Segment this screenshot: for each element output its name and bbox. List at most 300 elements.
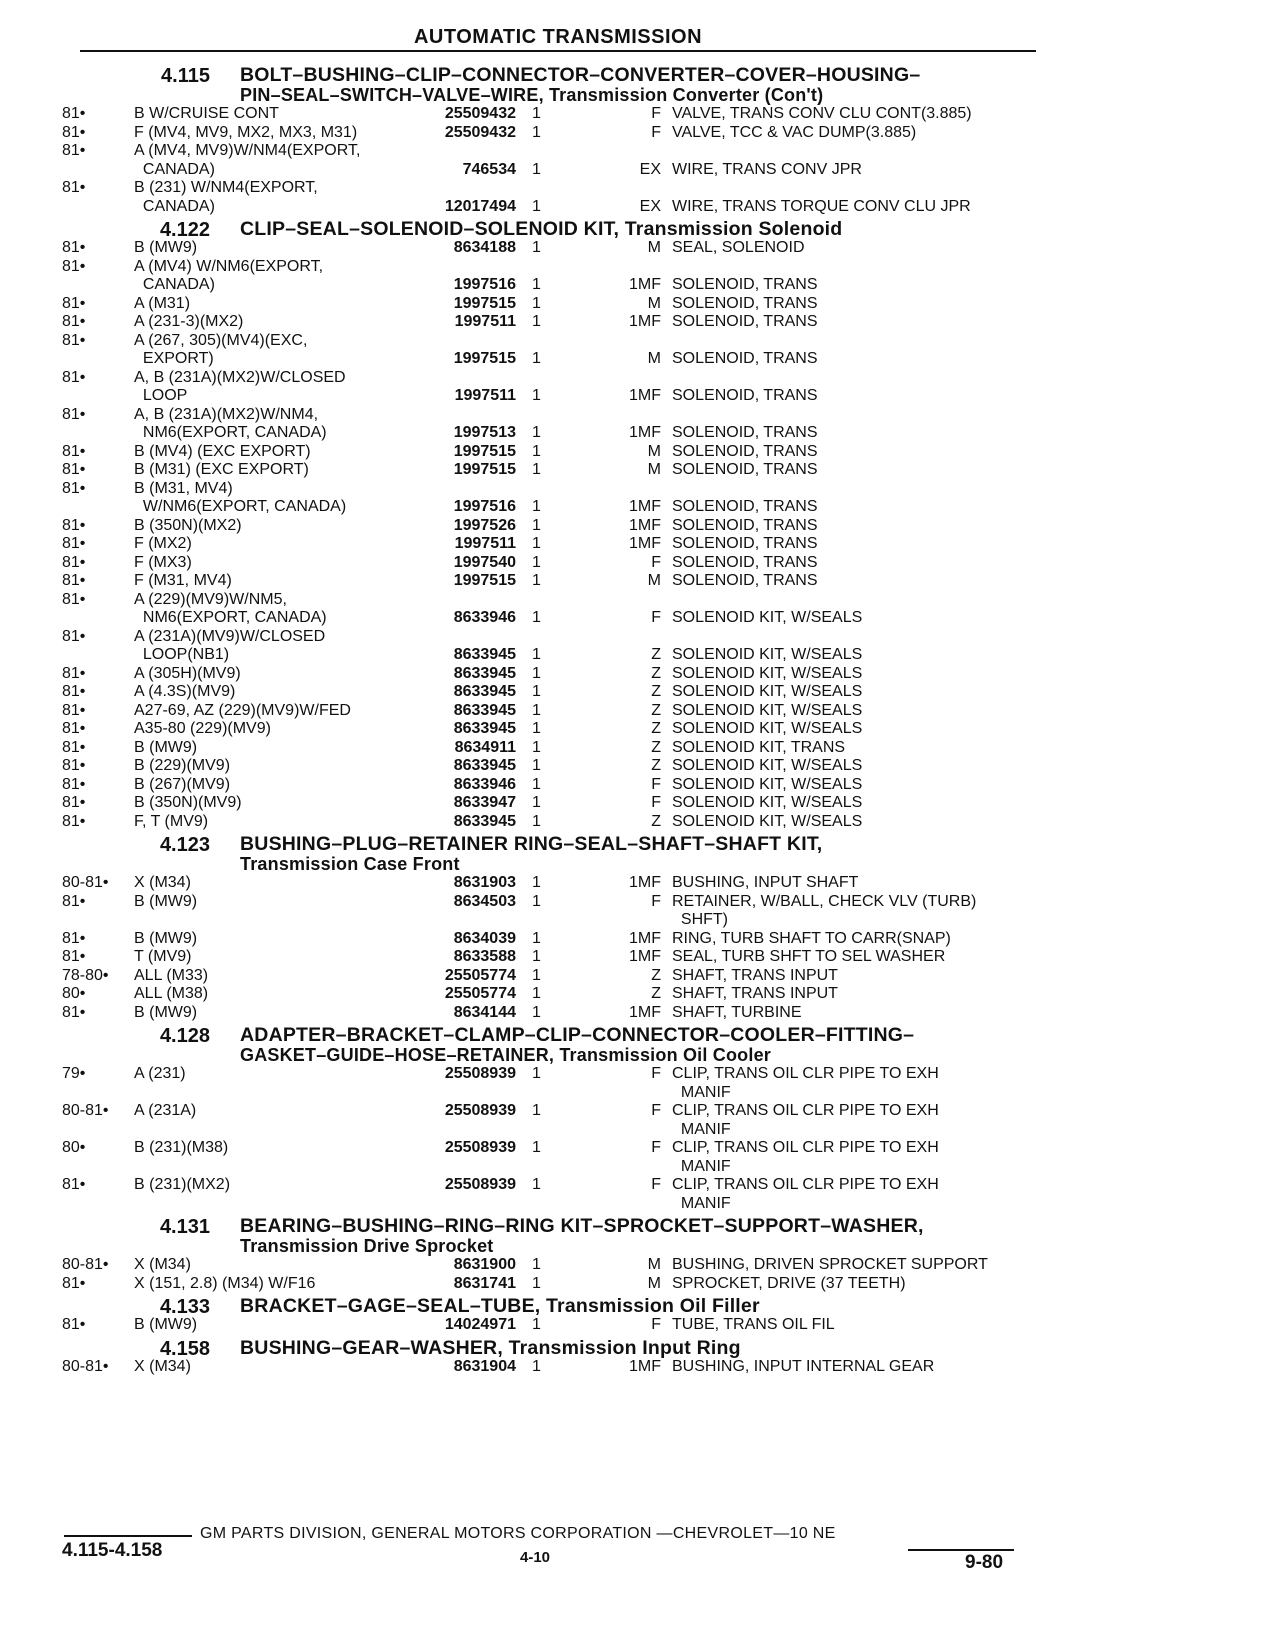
quantity: 1 xyxy=(532,1102,541,1119)
part-row xyxy=(0,1102,1280,1139)
application xyxy=(134,1065,414,1084)
source-code: F xyxy=(651,1065,661,1082)
section-heading xyxy=(0,1025,1280,1065)
quantity: 1 xyxy=(532,387,541,404)
description-line: RING, TURB SHAFT TO CARR(SNAP) xyxy=(672,929,951,947)
description-line: VALVE, TCC & VAC DUMP(3.885) xyxy=(672,123,917,141)
quantity: 1 xyxy=(532,609,541,626)
part-row xyxy=(0,591,1280,628)
part-number: 1997515 xyxy=(453,442,516,460)
part-description xyxy=(672,276,1032,295)
part-description xyxy=(672,161,1032,180)
quantity: 1 xyxy=(532,276,541,293)
source-code: 1MF xyxy=(629,948,661,965)
part-number: 8633945 xyxy=(453,812,516,830)
footer-publisher: GM PARTS DIVISION, GENERAL MOTORS CORPORATION —CHEVROLET—10 NE xyxy=(200,1525,836,1542)
application-line: A27-69, AZ (229)(MV9)W/FED xyxy=(134,701,351,719)
source-code: M xyxy=(647,442,661,460)
source-code: F xyxy=(651,553,661,571)
source-code: F xyxy=(651,1139,661,1156)
part-description xyxy=(672,874,1032,893)
part-number: 1997516 xyxy=(453,498,516,515)
model-year: 81• xyxy=(62,1176,86,1193)
description-line: MANIF xyxy=(672,1194,731,1212)
quantity: 1 xyxy=(532,461,541,478)
model-year: 81• xyxy=(62,179,86,196)
part-description xyxy=(672,1358,1032,1377)
quantity: 1 xyxy=(532,350,541,367)
source-code: F xyxy=(651,123,661,141)
application xyxy=(134,572,414,591)
application xyxy=(134,535,414,554)
part-row xyxy=(0,406,1280,443)
part-row xyxy=(0,443,1280,462)
section-number: 4.133 xyxy=(159,1296,210,1318)
section-heading xyxy=(0,834,1280,874)
application-line: LOOP xyxy=(134,387,188,404)
application xyxy=(134,406,414,443)
part-description xyxy=(672,665,1032,684)
model-year: 81• xyxy=(62,738,86,756)
model-year: 81• xyxy=(62,757,86,774)
quantity: 1 xyxy=(532,812,541,830)
application-line: F (M31, MV4) xyxy=(134,572,232,589)
application-line: B (MW9) xyxy=(134,892,198,910)
part-number: 8633946 xyxy=(453,609,516,626)
model-year: 81• xyxy=(62,701,86,719)
part-row xyxy=(0,874,1280,893)
part-description xyxy=(672,443,1032,462)
application xyxy=(134,124,414,143)
section-title-line: BRACKET–GAGE–SEAL–TUBE, Transmission Oil Filler xyxy=(240,1295,760,1317)
model-year: 81• xyxy=(62,368,86,386)
application xyxy=(134,720,414,739)
parts-catalog xyxy=(0,62,1280,1376)
source-code: 1MF xyxy=(629,516,661,534)
quantity: 1 xyxy=(532,775,541,793)
part-description xyxy=(672,554,1032,573)
description-line: CLIP, TRANS OIL CLR PIPE TO EXH xyxy=(672,1102,939,1119)
source-code: Z xyxy=(651,664,661,682)
source-code: Z xyxy=(651,683,661,700)
application-line: F (MV4, MV9, MX2, MX3, M31) xyxy=(134,123,358,141)
part-description xyxy=(672,739,1032,758)
source-code: 1MF xyxy=(629,535,661,552)
part-number: 8634144 xyxy=(453,1003,516,1021)
part-description xyxy=(672,720,1032,739)
application-line: NM6(EXPORT, CANADA) xyxy=(134,424,327,441)
model-year: 81• xyxy=(62,892,86,910)
source-code: Z xyxy=(651,701,661,719)
model-year: 81• xyxy=(62,105,86,122)
quantity: 1 xyxy=(532,683,541,700)
application xyxy=(134,313,414,332)
part-number: 8633947 xyxy=(453,794,516,811)
model-year: 80-81• xyxy=(62,1357,109,1375)
application-line: B (350N)(MV9) xyxy=(134,794,242,811)
part-number: 8634188 xyxy=(453,239,516,256)
source-code: Z xyxy=(651,738,661,756)
section-number: 4.123 xyxy=(159,834,210,856)
application-line: A (231) xyxy=(134,1065,186,1082)
application-line: B (231) W/NM4(EXPORT, xyxy=(134,179,318,196)
source-code: F xyxy=(651,609,661,626)
section-title-line: ADAPTER–BRACKET–CLAMP–CLIP–CONNECTOR–COOLER–FITTING– xyxy=(240,1024,915,1046)
model-year: 81• xyxy=(62,257,86,275)
source-code: F xyxy=(651,105,661,122)
part-number: 25509432 xyxy=(444,123,516,141)
part-number: 1997515 xyxy=(453,350,516,367)
quantity: 1 xyxy=(532,498,541,515)
source-code: Z xyxy=(651,646,661,663)
part-row xyxy=(0,1256,1280,1275)
section-title xyxy=(240,834,1040,874)
quantity: 1 xyxy=(532,1357,541,1375)
part-row xyxy=(0,572,1280,591)
part-number: 8633945 xyxy=(453,646,516,663)
application xyxy=(134,1358,414,1377)
application xyxy=(134,683,414,702)
source-code: 1MF xyxy=(629,387,661,404)
section-title-line: BOLT–BUSHING–CLIP–CONNECTOR–CONVERTER–COVER–HOUSING– xyxy=(240,64,921,86)
section-heading xyxy=(0,219,1280,239)
part-row xyxy=(0,893,1280,930)
part-row xyxy=(0,1065,1280,1102)
section-title xyxy=(240,1025,1040,1065)
application xyxy=(134,461,414,480)
description-line: WIRE, TRANS CONV JPR xyxy=(672,160,862,178)
part-description xyxy=(672,1256,1032,1275)
application xyxy=(134,948,414,967)
section-title-line: Transmission Drive Sprocket xyxy=(240,1236,494,1256)
application xyxy=(134,1275,414,1294)
application xyxy=(134,554,414,573)
section-number: 4.131 xyxy=(159,1216,210,1238)
section-heading xyxy=(0,65,1280,105)
part-description xyxy=(672,105,1032,124)
part-number: 25505774 xyxy=(444,966,516,984)
description-line: BUSHING, DRIVEN SPROCKET SUPPORT xyxy=(672,1256,988,1273)
source-code: M xyxy=(647,461,661,478)
part-description xyxy=(672,572,1032,591)
application-line: B (267)(MV9) xyxy=(134,775,231,793)
application-line: A (231A) xyxy=(134,1102,197,1119)
model-year: 81• xyxy=(62,683,86,700)
part-row xyxy=(0,369,1280,406)
application-line: CANADA) xyxy=(134,276,215,293)
description-line: WIRE, TRANS TORQUE CONV CLU JPR xyxy=(672,197,971,215)
model-year: 81• xyxy=(62,442,86,460)
part-row xyxy=(0,739,1280,758)
application-line: A (MV4) W/NM6(EXPORT, xyxy=(134,257,324,275)
application xyxy=(134,1176,414,1195)
description-line: SOLENOID, TRANS xyxy=(672,442,818,460)
part-description xyxy=(672,295,1032,314)
source-code: Z xyxy=(651,966,661,984)
part-description xyxy=(672,517,1032,536)
part-number: 8631900 xyxy=(453,1256,516,1273)
quantity: 1 xyxy=(532,239,541,256)
description-line: MANIF xyxy=(672,1157,731,1175)
description-line: SOLENOID, TRANS xyxy=(672,516,818,534)
part-row xyxy=(0,313,1280,332)
part-row xyxy=(0,1275,1280,1294)
quantity: 1 xyxy=(532,160,541,178)
model-year: 81• xyxy=(62,1274,86,1292)
application-line: B (MV4) (EXC EXPORT) xyxy=(134,442,311,460)
part-description xyxy=(672,930,1032,949)
application-line: ALL (M38) xyxy=(134,985,209,1002)
application-line: B (MW9) xyxy=(134,738,198,756)
application xyxy=(134,258,414,295)
description-line: SHAFT, TURBINE xyxy=(672,1003,802,1021)
part-row xyxy=(0,535,1280,554)
quantity: 1 xyxy=(532,738,541,756)
application xyxy=(134,591,414,628)
description-line: SOLENOID, TRANS xyxy=(672,424,818,441)
model-year: 81• xyxy=(62,516,86,534)
part-number: 8631741 xyxy=(453,1274,516,1292)
footer-rule-left xyxy=(64,1535,192,1537)
application-line: CANADA) xyxy=(134,160,215,178)
description-line: SOLENOID KIT, W/SEALS xyxy=(672,701,863,719)
part-row xyxy=(0,461,1280,480)
quantity: 1 xyxy=(532,1316,541,1333)
application xyxy=(134,628,414,665)
quantity: 1 xyxy=(532,424,541,441)
part-row xyxy=(0,948,1280,967)
part-description xyxy=(672,461,1032,480)
description-line: SHAFT, TRANS INPUT xyxy=(672,985,838,1002)
application-line: B W/CRUISE CONT xyxy=(134,105,279,122)
application-line: A35-80 (229)(MV9) xyxy=(134,720,271,737)
part-description xyxy=(672,683,1032,702)
description-line: SOLENOID, TRANS xyxy=(672,276,818,293)
source-code: EX xyxy=(639,160,661,178)
part-number: 1997515 xyxy=(453,294,516,312)
description-line: SOLENOID, TRANS xyxy=(672,313,818,330)
application-line: A, B (231A)(MX2)W/CLOSED xyxy=(134,368,346,386)
application xyxy=(134,1139,414,1158)
quantity: 1 xyxy=(532,1274,541,1292)
part-row xyxy=(0,813,1280,832)
part-number: 8634911 xyxy=(454,738,516,756)
part-description xyxy=(672,350,1032,369)
source-code: Z xyxy=(651,812,661,830)
source-code: 1MF xyxy=(629,1003,661,1021)
section-title-line: PIN–SEAL–SWITCH–VALVE–WIRE, Transmission Converter (Con't) xyxy=(240,85,824,105)
part-description xyxy=(672,1065,1032,1102)
source-code: F xyxy=(651,1176,661,1193)
part-description xyxy=(672,985,1032,1004)
part-row xyxy=(0,239,1280,258)
quantity: 1 xyxy=(532,553,541,571)
model-year: 81• xyxy=(62,948,86,965)
description-line: CLIP, TRANS OIL CLR PIPE TO EXH xyxy=(672,1139,939,1156)
quantity: 1 xyxy=(532,313,541,330)
source-code: 1MF xyxy=(629,313,661,330)
description-line: SOLENOID, TRANS xyxy=(672,294,818,312)
application xyxy=(134,480,414,517)
application xyxy=(134,930,414,949)
section-title-line: CLIP–SEAL–SOLENOID–SOLENOID KIT, Transmission Solenoid xyxy=(240,218,843,240)
model-year: 81• xyxy=(62,461,86,478)
part-number: 8631904 xyxy=(453,1357,516,1375)
description-line: SOLENOID KIT, W/SEALS xyxy=(672,794,863,811)
part-number: 25508939 xyxy=(444,1065,516,1082)
model-year: 81• xyxy=(62,294,86,312)
description-line: SEAL, SOLENOID xyxy=(672,239,805,256)
application xyxy=(134,813,414,832)
section-number: 4.115 xyxy=(161,65,210,87)
application-line: X (151, 2.8) (M34) W/F16 xyxy=(134,1274,316,1292)
part-row xyxy=(0,702,1280,721)
model-year: 80-81• xyxy=(62,1102,109,1119)
part-description xyxy=(672,609,1032,628)
part-number: 1997511 xyxy=(454,313,516,330)
quantity: 1 xyxy=(532,535,541,552)
model-year: 81• xyxy=(62,123,86,141)
part-row xyxy=(0,776,1280,795)
model-year: 80-81• xyxy=(62,874,109,891)
quantity: 1 xyxy=(532,966,541,984)
part-row xyxy=(0,517,1280,536)
part-description xyxy=(672,794,1032,813)
description-line: VALVE, TRANS CONV CLU CONT(3.885) xyxy=(672,105,972,122)
description-line: RETAINER, W/BALL, CHECK VLV (TURB) xyxy=(672,892,977,910)
part-description xyxy=(672,757,1032,776)
application-line: W/NM6(EXPORT, CANADA) xyxy=(134,498,347,515)
description-line: SOLENOID, TRANS xyxy=(672,553,818,571)
model-year: 81• xyxy=(62,1316,86,1333)
model-year: 81• xyxy=(62,720,86,737)
model-year: 81• xyxy=(62,627,86,645)
part-row xyxy=(0,930,1280,949)
description-line: SOLENOID, TRANS xyxy=(672,461,818,478)
quantity: 1 xyxy=(532,105,541,122)
application xyxy=(134,1256,414,1275)
part-row xyxy=(0,142,1280,179)
footer-page-number: 4-10 xyxy=(520,1549,551,1566)
section-heading xyxy=(0,1216,1280,1256)
quantity: 1 xyxy=(532,572,541,589)
application-line: B (350N)(MX2) xyxy=(134,516,242,534)
part-description xyxy=(672,646,1032,665)
application xyxy=(134,794,414,813)
quantity: 1 xyxy=(532,757,541,774)
quantity: 1 xyxy=(532,720,541,737)
section-title-line: BUSHING–PLUG–RETAINER RING–SEAL–SHAFT–SHAFT KIT, xyxy=(240,833,823,855)
application-line: A (229)(MV9)W/NM5, xyxy=(134,590,287,608)
description-line: SHFT) xyxy=(672,911,728,928)
quantity: 1 xyxy=(532,1139,541,1156)
source-code: F xyxy=(651,892,661,910)
part-number: 14024971 xyxy=(444,1316,516,1333)
quantity: 1 xyxy=(532,516,541,534)
description-line: SOLENOID KIT, W/SEALS xyxy=(672,646,863,663)
quantity: 1 xyxy=(532,664,541,682)
application xyxy=(134,893,414,912)
quantity: 1 xyxy=(532,1065,541,1082)
part-number: 8634039 xyxy=(453,929,516,947)
application-line: LOOP(NB1) xyxy=(134,646,230,663)
part-row xyxy=(0,332,1280,369)
source-code: M xyxy=(647,350,661,367)
part-number: 1997511 xyxy=(454,535,516,552)
part-row xyxy=(0,683,1280,702)
part-number: 8633945 xyxy=(453,757,516,774)
part-number: 25509432 xyxy=(444,105,516,122)
quantity: 1 xyxy=(532,701,541,719)
source-code: Z xyxy=(651,985,661,1002)
description-line: BUSHING, INPUT INTERNAL GEAR xyxy=(672,1357,935,1375)
model-year: 81• xyxy=(62,812,86,830)
model-year: 81• xyxy=(62,405,86,423)
quantity: 1 xyxy=(532,892,541,910)
application xyxy=(134,739,414,758)
application-line: NM6(EXPORT, CANADA) xyxy=(134,609,327,626)
application-line: X (M34) xyxy=(134,874,191,891)
application xyxy=(134,776,414,795)
part-number: 1997513 xyxy=(453,424,516,441)
application-line: ALL (M33) xyxy=(134,966,209,984)
application-line: A (231A)(MV9)W/CLOSED xyxy=(134,627,326,645)
page-header xyxy=(80,26,1036,52)
model-year: 81• xyxy=(62,775,86,793)
application-line: B (MW9) xyxy=(134,239,198,256)
description-line: SPROCKET, DRIVE (37 TEETH) xyxy=(672,1274,906,1292)
part-number: 1997515 xyxy=(453,461,516,478)
application-line: B (MW9) xyxy=(134,929,198,947)
source-code: 1MF xyxy=(629,1357,661,1375)
section-title xyxy=(240,219,1040,239)
quantity: 1 xyxy=(532,1256,541,1273)
description-line: SOLENOID KIT, W/SEALS xyxy=(672,609,863,626)
application xyxy=(134,369,414,406)
model-year: 81• xyxy=(62,553,86,571)
application-line: A (267, 305)(MV4)(EXC, xyxy=(134,331,308,349)
application-line: EXPORT) xyxy=(134,350,214,367)
application xyxy=(134,967,414,986)
part-row xyxy=(0,1316,1280,1335)
footer-rule-right xyxy=(908,1549,1014,1551)
source-code: 1MF xyxy=(629,276,661,293)
source-code: 1MF xyxy=(629,424,661,441)
description-line: SOLENOID, TRANS xyxy=(672,572,818,589)
part-description xyxy=(672,1102,1032,1139)
model-year: 81• xyxy=(62,590,86,608)
part-number: 8633945 xyxy=(453,720,516,737)
section-number: 4.158 xyxy=(159,1337,210,1360)
application-line: A (231-3)(MX2) xyxy=(134,313,244,330)
part-description xyxy=(672,198,1032,217)
quantity: 1 xyxy=(532,294,541,312)
quantity: 1 xyxy=(532,948,541,965)
page-title: AUTOMATIC TRANSMISSION xyxy=(413,26,703,48)
description-line: SOLENOID KIT, W/SEALS xyxy=(672,812,863,830)
part-row xyxy=(0,179,1280,216)
section-title xyxy=(240,1338,1040,1358)
quantity: 1 xyxy=(532,874,541,891)
quantity: 1 xyxy=(532,985,541,1002)
part-number: 12017494 xyxy=(444,197,516,215)
part-row xyxy=(0,628,1280,665)
section-title xyxy=(240,1296,1040,1316)
section-title-line: GASKET–GUIDE–HOSE–RETAINER, Transmission Oil Cooler xyxy=(240,1045,771,1065)
description-line: SHAFT, TRANS INPUT xyxy=(672,966,838,984)
section-heading xyxy=(0,1296,1280,1316)
quantity: 1 xyxy=(532,1003,541,1021)
